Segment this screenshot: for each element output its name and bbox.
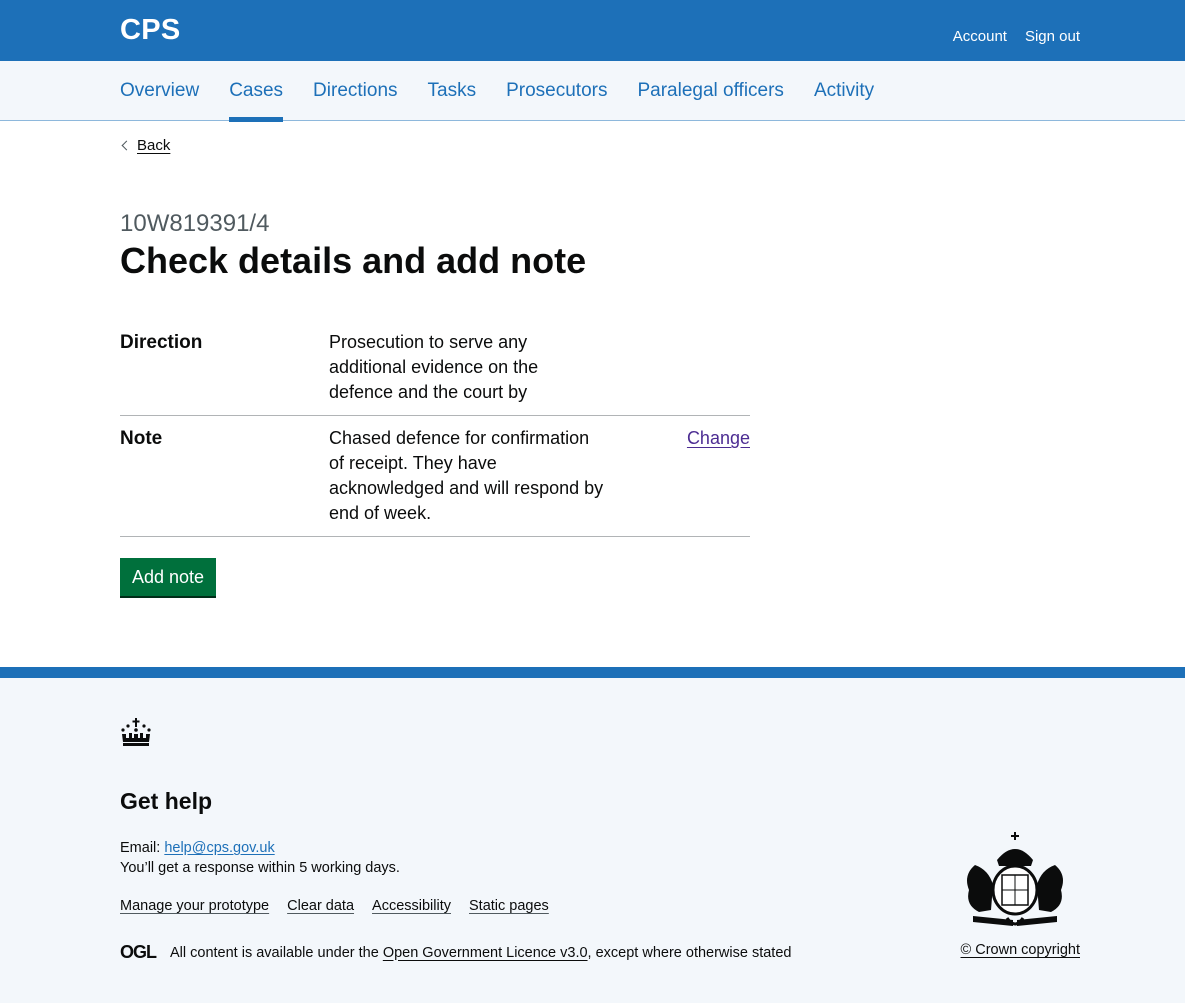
- page-title: Check details and add note: [120, 240, 587, 281]
- brand-logo-link[interactable]: CPS: [120, 14, 181, 46]
- chevron-left-icon: [122, 140, 132, 150]
- help-email-link[interactable]: help@cps.gov.uk: [164, 840, 275, 856]
- summary-list: [120, 320, 750, 537]
- nav-link-cases[interactable]: Cases: [229, 80, 284, 101]
- account-navigation: [953, 28, 1080, 45]
- accessibility-link[interactable]: Accessibility: [372, 898, 451, 914]
- summary-row-note: [120, 416, 750, 537]
- sign-out-link[interactable]: Sign out: [1024, 28, 1080, 45]
- ogl-logo-icon: OGL: [120, 942, 156, 962]
- nav-item-overview: [120, 61, 199, 121]
- footer-meta-links: [120, 898, 549, 914]
- nav-item-prosecutors: [506, 61, 607, 121]
- nav-item-paralegal-officers: [637, 61, 783, 121]
- nav-link-tasks[interactable]: Tasks: [427, 80, 477, 101]
- help-contact: [120, 838, 400, 878]
- summary-value: Chased defence for confirmation of receipt. They have acknowledged and will respond by end of week.: [329, 428, 604, 523]
- ogl-licence-link[interactable]: Open Government Licence v3.0: [382, 944, 588, 961]
- summary-row-direction: [120, 320, 750, 416]
- static-pages-link[interactable]: Static pages: [469, 898, 549, 914]
- summary-value: Prosecution to serve any additional evidence on the defence and the court by: [329, 332, 539, 402]
- site-footer: [0, 667, 1185, 1003]
- nav-link-prosecutors[interactable]: Prosecutors: [506, 80, 608, 101]
- nav-link-directions[interactable]: Directions: [313, 80, 398, 101]
- licence-suffix: , except where otherwise stated: [587, 944, 792, 961]
- nav-item-tasks: [428, 61, 477, 121]
- licence-statement: [120, 942, 791, 963]
- email-label: Email:: [120, 840, 161, 856]
- manage-prototype-link[interactable]: Manage your prototype: [120, 898, 270, 914]
- primary-navigation: [0, 61, 1185, 121]
- add-note-button[interactable]: Add note: [120, 558, 216, 596]
- royal-coat-of-arms-icon: [955, 830, 1075, 937]
- back-link[interactable]: [120, 137, 170, 154]
- case-reference-caption: 10W819391/4: [120, 210, 270, 237]
- nav-link-overview[interactable]: Overview: [120, 80, 200, 101]
- change-note-link[interactable]: Change: [686, 428, 750, 448]
- nav-link-paralegal-officers[interactable]: Paralegal officers: [637, 80, 784, 101]
- nav-item-directions: [313, 61, 397, 121]
- nav-item-cases: [229, 61, 283, 121]
- get-help-heading: Get help: [120, 788, 213, 814]
- crown-copyright-link[interactable]: © Crown copyright: [960, 942, 1080, 958]
- clear-data-link[interactable]: Clear data: [287, 898, 355, 914]
- copyright: [961, 942, 1080, 958]
- response-time-text: You’ll get a response within 5 working days.: [120, 860, 400, 876]
- crown-icon: [120, 718, 152, 753]
- summary-action: [604, 426, 750, 526]
- nav-link-activity[interactable]: Activity: [813, 80, 875, 101]
- account-link[interactable]: Account: [952, 28, 1007, 45]
- nav-item-activity: [814, 61, 874, 121]
- back-link-label: Back: [137, 137, 171, 154]
- summary-key: Note: [120, 428, 163, 449]
- site-header: [0, 0, 1185, 61]
- licence-prefix: All content is available under the: [170, 944, 379, 961]
- summary-key: Direction: [120, 332, 203, 353]
- summary-action-empty: [604, 330, 750, 405]
